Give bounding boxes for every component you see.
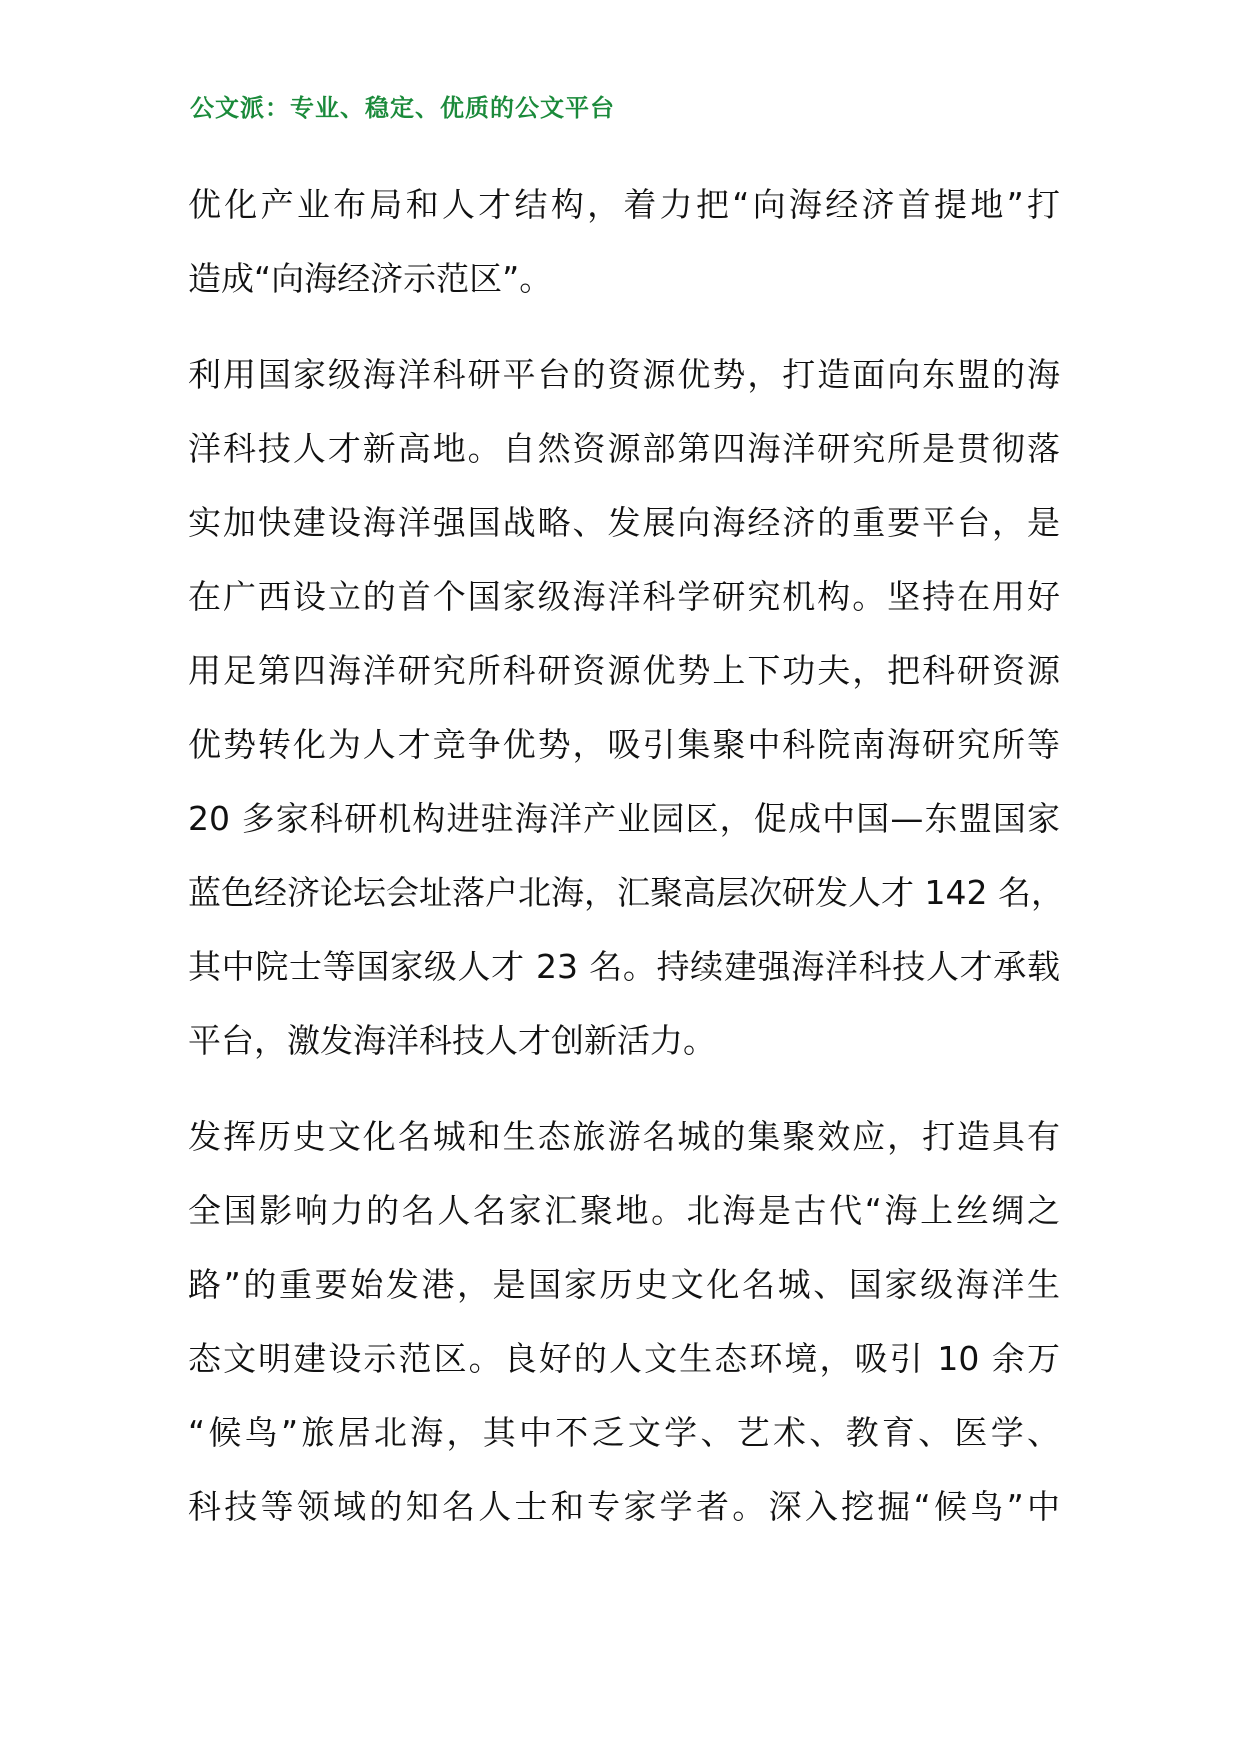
paragraph-1	[188, 168, 1060, 316]
paragraph-line: 优化产业布局和人才结构，着力把“向海经济首提地”打	[188, 185, 1060, 224]
paragraph-spacer	[188, 316, 1060, 338]
site-header: 公文派：专业、稳定、优质的公文平台	[190, 94, 615, 122]
paragraph-line: 路”的重要始发港，是国家历史文化名城、国家级海洋生	[188, 1265, 1060, 1304]
paragraph-line: “候鸟”旅居北海，其中不乏文学、艺术、教育、医学、	[188, 1413, 1060, 1452]
paragraph-line: 造成“向海经济示范区”。	[188, 259, 553, 298]
paragraph-line: 蓝色经济论坛会址落户北海，汇聚高层次研发人才 142 名，	[188, 873, 1064, 912]
paragraph-line: 科技等领域的知名人士和专家学者。深入挖掘“候鸟”中	[188, 1487, 1060, 1526]
paragraph-2	[188, 338, 1064, 1078]
paragraph-line: 实加快建设海洋强国战略、发展向海经济的重要平台，是	[188, 503, 1060, 542]
paragraph-spacer	[188, 1078, 1060, 1100]
document-body	[188, 168, 1064, 1544]
paragraph-line: 20 多家科研机构进驻海洋产业园区，促成中国—东盟国家	[188, 799, 1060, 838]
paragraph-line: 发挥历史文化名城和生态旅游名城的集聚效应，打造具有	[188, 1117, 1060, 1156]
paragraph-3	[188, 1100, 1060, 1544]
paragraph-line: 洋科技人才新高地。自然资源部第四海洋研究所是贯彻落	[188, 429, 1060, 468]
paragraph-line: 优势转化为人才竞争优势，吸引集聚中科院南海研究所等	[188, 725, 1060, 764]
paragraph-line: 态文明建设示范区。良好的人文生态环境，吸引 10 余万	[188, 1339, 1060, 1378]
paragraph-line: 在广西设立的首个国家级海洋科学研究机构。坚持在用好	[188, 577, 1060, 616]
paragraph-line: 平台，激发海洋科技人才创新活力。	[188, 1021, 716, 1060]
paragraph-line: 其中院士等国家级人才 23 名。持续建强海洋科技人才承载	[188, 947, 1060, 986]
paragraph-line: 全国影响力的名人名家汇聚地。北海是古代“海上丝绸之	[188, 1191, 1060, 1230]
paragraph-line: 用足第四海洋研究所科研资源优势上下功夫，把科研资源	[188, 651, 1060, 690]
paragraph-line: 利用国家级海洋科研平台的资源优势，打造面向东盟的海	[188, 355, 1060, 394]
